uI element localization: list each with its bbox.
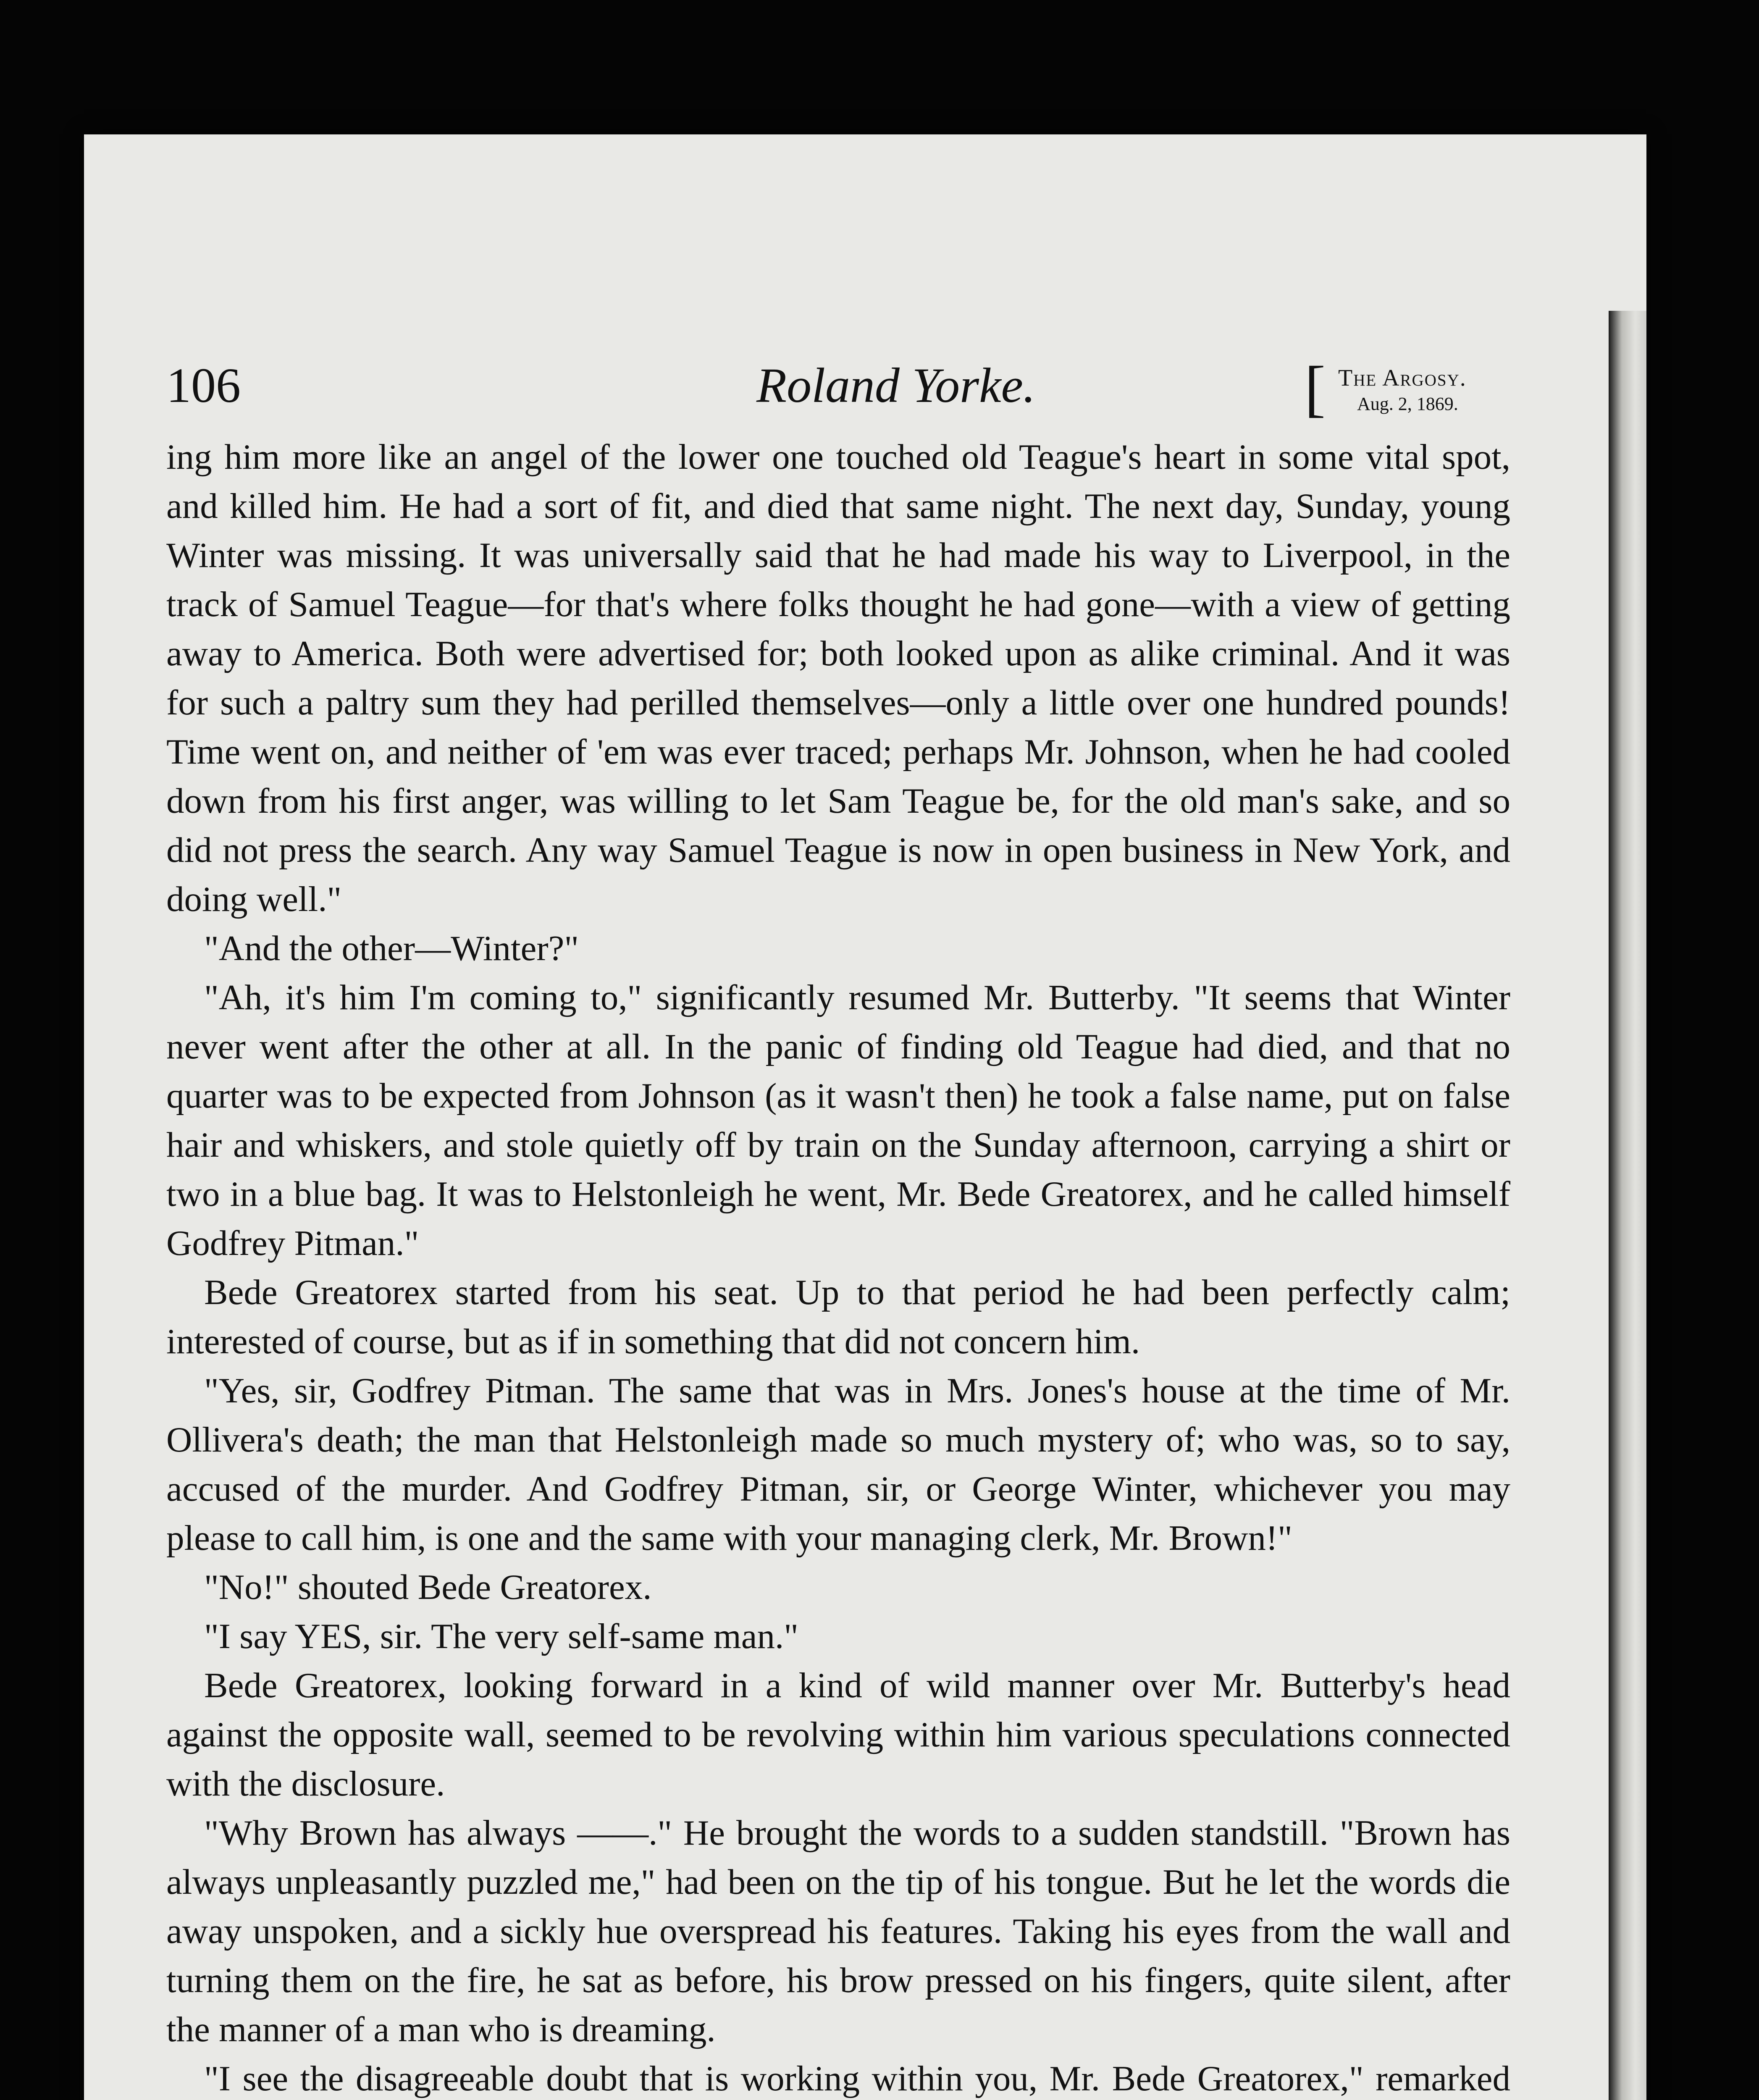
running-title: Roland Yorke. <box>756 358 1036 413</box>
publication-name: The Argosy. <box>1338 365 1467 391</box>
paragraph-9: "Why Brown has always ——." He brought the words to a sudden standstill. "Brown has always unpleasantly puzzled me," had been on the tip of his tongue. But he let the words die away unspoken, and a sickly hue overspread his features. Taking his eyes from the wall and turning them on the fire, he sat as before, his brow pressed on his fingers, quite silent, after the manner of a man who is dreaming. <box>166 1813 1510 2049</box>
header-bracket: [ <box>1305 354 1326 423</box>
page-header <box>166 231 1510 424</box>
paragraph-3: "Ah, it's him I'm coming to," significantly resumed Mr. Butterby. "It seems that Winter never went after the other at all. In the panic of finding old Teague had died, and that no quarter was to be expected from Johnson (as it wasn't then) he took a false name, put on false hair and whiskers, and stole quietly off by train on the Sunday afternoon, carrying a shirt or two in a blue bag. It was to Helstonleigh he went, Mr. Bede Greatorex, and he called himself Godfrey Pitman." <box>166 978 1510 1263</box>
paragraph-10: "I see the disagreeable doubt that is working within you, Mr. Bede Greatorex," remarked <box>204 2059 1510 2098</box>
paragraph-1: ing him more like an angel of the lower one touched old Teague's heart in some vital spot, and killed him. He had a sort of fit, and died that same night. The next day, Sunday, young Winter was missing. It was universally said that he had made his way to Liverpool, in the track of Samuel Teague—for that's where folks thought he had gone—with a view of getting away to America. Both were advertised for; both looked upon as alike criminal. And it was for such a paltry sum they had perilled themselves—only a little over one hundred pounds! Time went on, and neither of 'em was ever traced; perhaps Mr. Johnson, when he had cooled down from his first anger, was willing to let Sam Teague be, for the old man's sake, and so did not press the search. Any way Samuel Teague is now in open business in New York, and doing well." <box>166 437 1510 919</box>
paragraph-7: "I say YES, sir. The very self-same man." <box>204 1617 798 1656</box>
publication-date: Aug. 2, 1869. <box>1357 394 1458 414</box>
paragraph-6: "No!" shouted Bede Greatorex. <box>204 1567 652 1607</box>
page-edge <box>1609 311 1646 2100</box>
page-number: 106 <box>166 358 241 413</box>
body-text <box>166 433 1510 2100</box>
paragraph-5: "Yes, sir, Godfrey Pitman. The same that was in Mrs. Jones's house at the time of Mr. Ollivera's death; the man that Helstonleigh made so much mystery of; who was, so to say, accused of the murder. And Godfrey Pitman, sir, or George Winter, whichever you may please to call him, is one and the same with your managing clerk, Mr. Brown!" <box>166 1371 1510 1558</box>
paragraph-8: Bede Greatorex, looking forward in a kind of wild manner over Mr. Butterby's head against the opposite wall, seemed to be revolving within him various speculations connected with the disclosure. <box>166 1666 1510 1803</box>
paragraph-2: "And the other—Winter?" <box>204 929 579 968</box>
paragraph-4: Bede Greatorex started from his seat. Up to that period he had been perfectly calm; interested of course, but as if in something that did not concern him. <box>166 1273 1510 1361</box>
